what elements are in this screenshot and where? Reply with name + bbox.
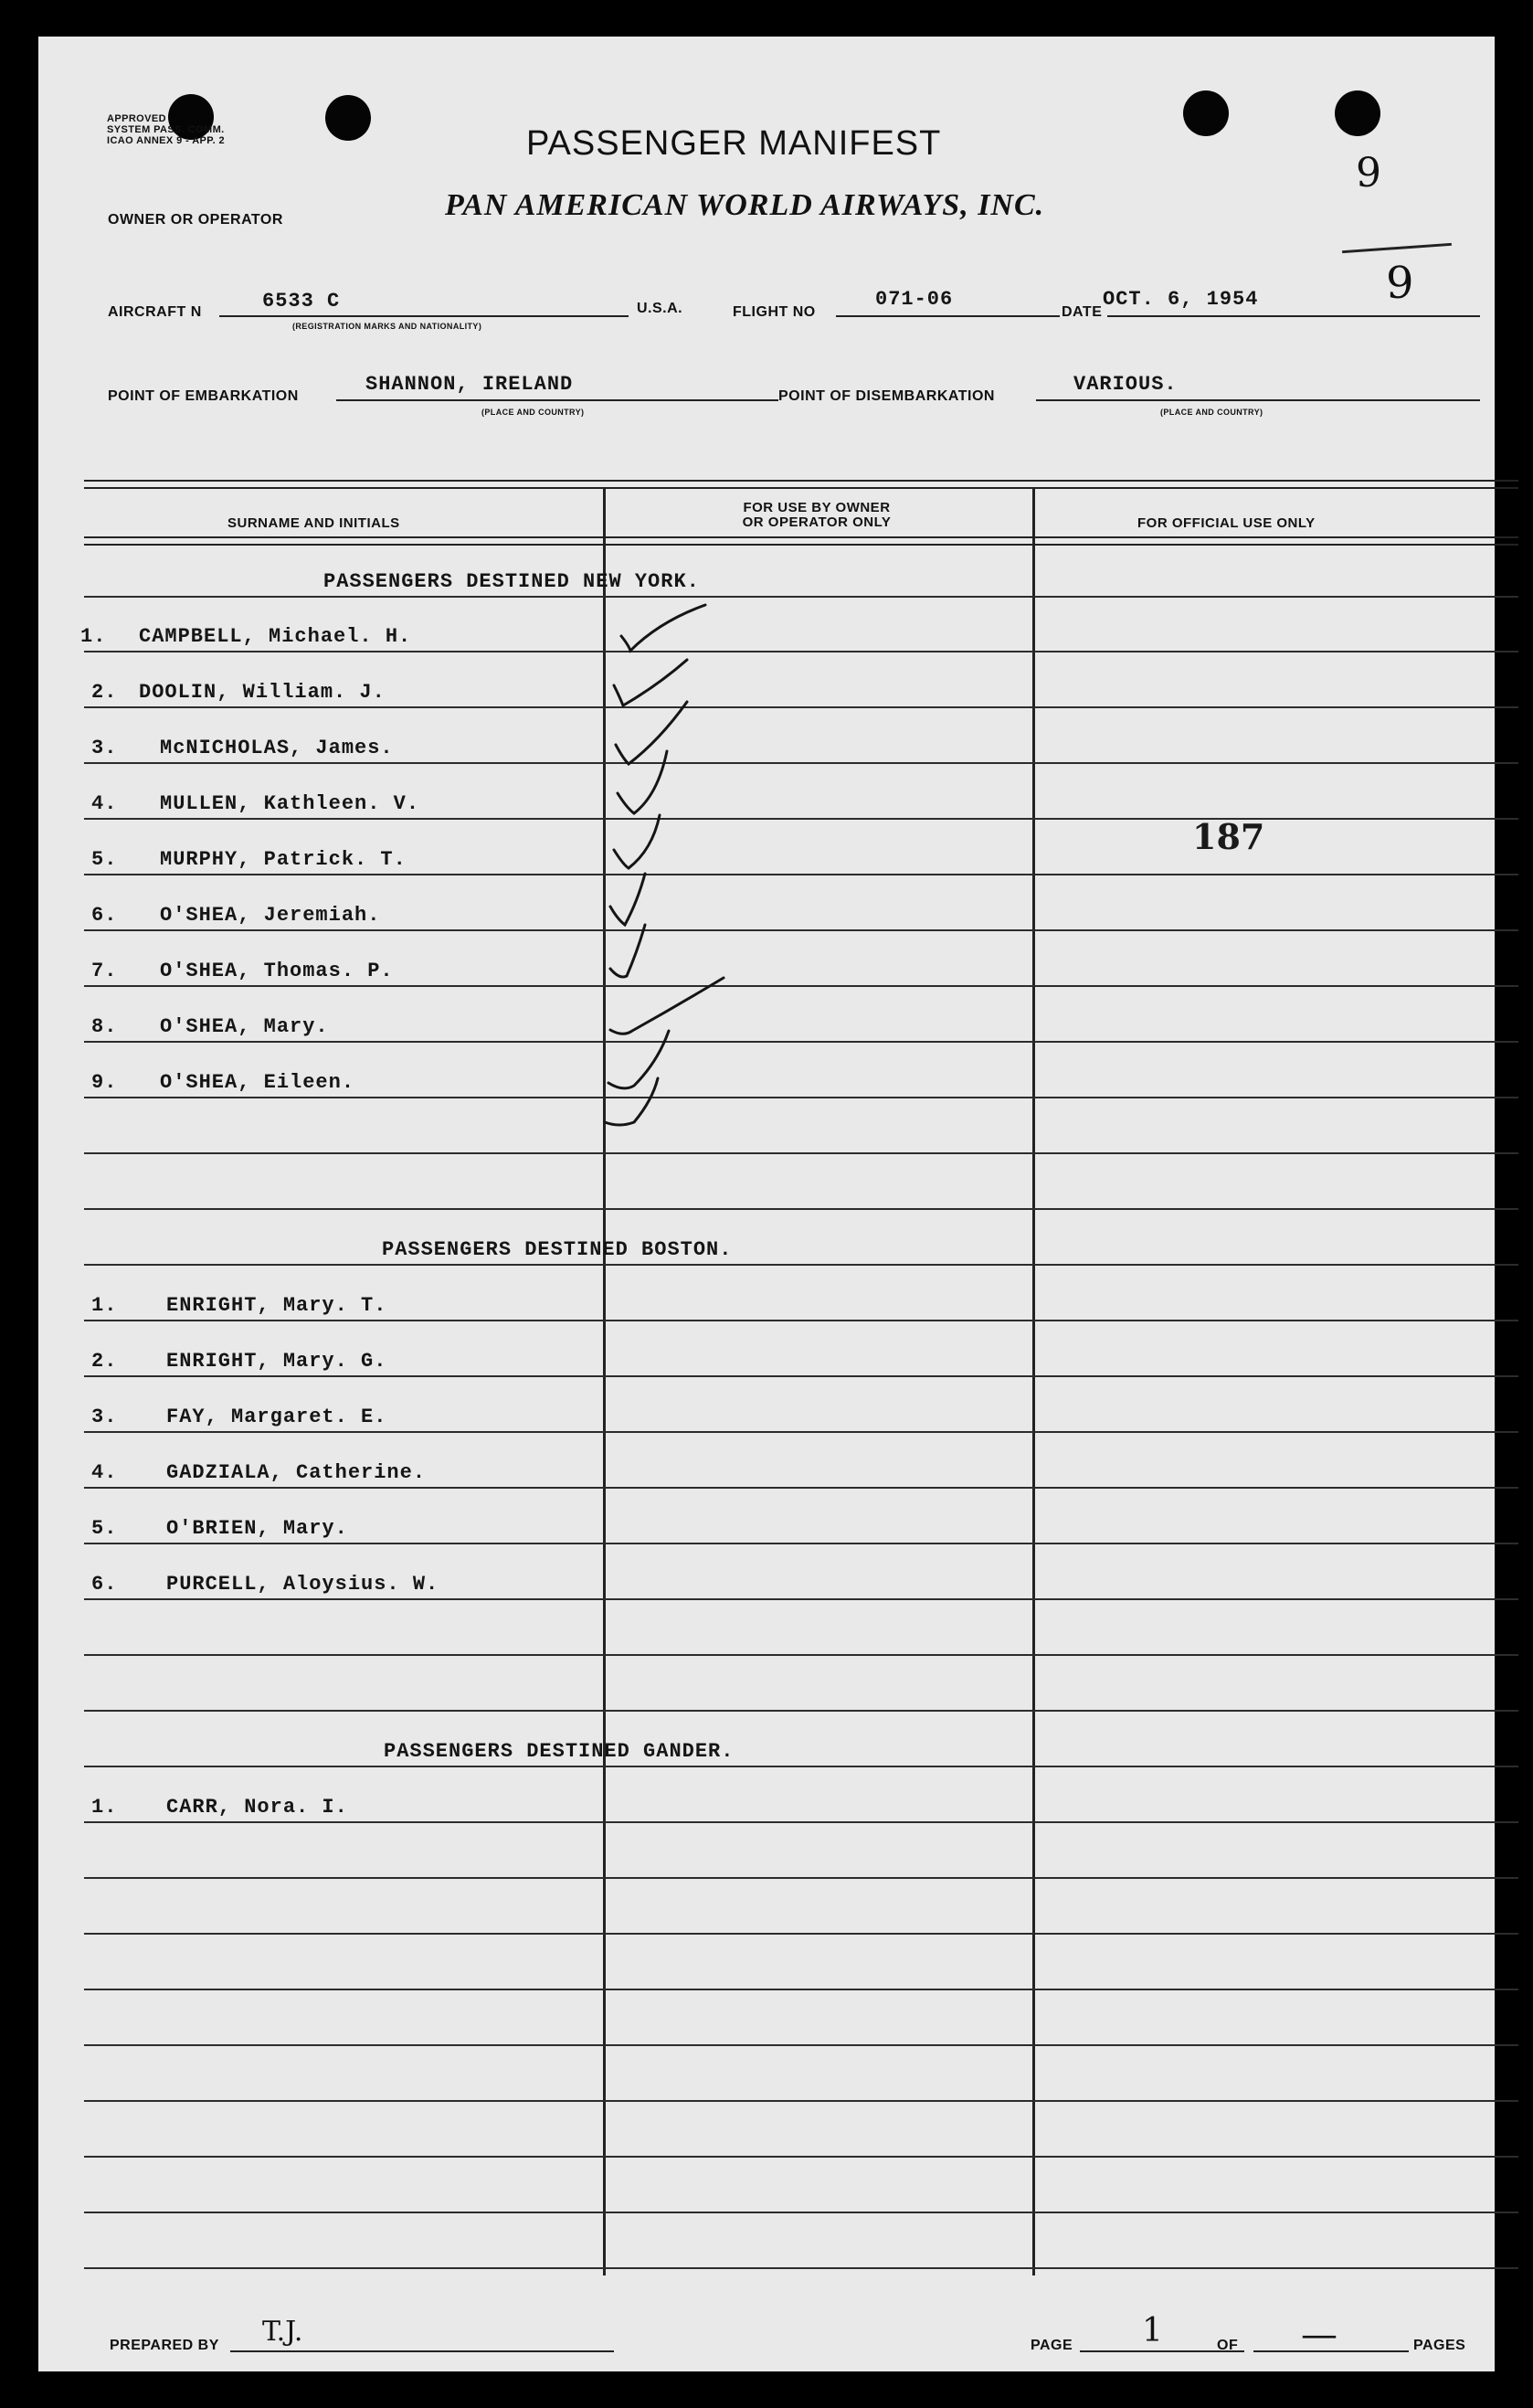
passenger-number: 7. bbox=[91, 960, 118, 982]
row-rule bbox=[84, 1821, 1518, 1823]
passenger-number: 1. bbox=[91, 1796, 118, 1819]
passenger-name: McNICHOLAS, James. bbox=[160, 737, 394, 759]
row-rule bbox=[84, 985, 1518, 987]
pages-label: PAGES bbox=[1413, 2338, 1466, 2353]
prepared-by-initials: T.J. bbox=[262, 2316, 303, 2348]
group-heading: PASSENGERS DESTINED NEW YORK. bbox=[323, 570, 700, 593]
manifest-sheet bbox=[38, 37, 1495, 2371]
row-rule bbox=[84, 1264, 1518, 1266]
passenger-number: 5. bbox=[91, 1517, 118, 1540]
embarkation-value: SHANNON, IRELAND bbox=[365, 373, 574, 396]
row-rule bbox=[84, 706, 1518, 708]
embarkation-sublabel: (PLACE AND COUNTRY) bbox=[481, 408, 585, 417]
row-rule bbox=[84, 762, 1518, 764]
group-heading: PASSENGERS DESTINED BOSTON. bbox=[382, 1238, 733, 1261]
passenger-number: 9. bbox=[91, 1071, 118, 1094]
row-rule bbox=[84, 1320, 1518, 1321]
date-underline bbox=[1107, 315, 1480, 317]
row-rule bbox=[84, 1543, 1518, 1544]
aircraft-underline bbox=[219, 315, 629, 317]
passenger-name: CARR, Nora. I. bbox=[166, 1796, 348, 1819]
row-rule bbox=[84, 1487, 1518, 1489]
passenger-name: FAY, Margaret. E. bbox=[166, 1406, 387, 1428]
passenger-name: O'SHEA, Jeremiah. bbox=[160, 904, 381, 927]
passenger-number: 3. bbox=[91, 737, 118, 759]
row-rule bbox=[84, 1431, 1518, 1433]
row-rule bbox=[84, 1598, 1518, 1600]
prepared-by-underline bbox=[230, 2350, 614, 2352]
passenger-number: 2. bbox=[91, 1350, 118, 1373]
row-rule bbox=[84, 874, 1518, 875]
disembarkation-value: VARIOUS. bbox=[1073, 373, 1178, 396]
corner-mark-bottom: 9 bbox=[1386, 258, 1414, 309]
total-pages: — bbox=[1301, 2314, 1337, 2356]
row-rule bbox=[84, 2100, 1518, 2102]
col-header-owner-use bbox=[725, 501, 908, 530]
row-rule bbox=[84, 1152, 1518, 1154]
embarkation-underline bbox=[336, 399, 778, 401]
group-heading: PASSENGERS DESTINED GANDER. bbox=[384, 1740, 735, 1763]
corner-mark-top: 9 bbox=[1356, 150, 1381, 196]
row-rule bbox=[84, 1375, 1518, 1377]
flight-value: 071-06 bbox=[875, 288, 954, 311]
row-rule bbox=[84, 1933, 1518, 1935]
row-rule bbox=[84, 1041, 1518, 1043]
row-rule bbox=[84, 929, 1518, 931]
passenger-number: 4. bbox=[91, 792, 118, 815]
check-mark bbox=[610, 978, 724, 1034]
aircraft-label: AIRCRAFT N bbox=[108, 304, 202, 320]
approval-line: ICAO ANNEX 9 - APP. 2 bbox=[107, 135, 226, 146]
passenger-name: O'SHEA, Thomas. P. bbox=[160, 960, 394, 982]
row-rule bbox=[84, 1097, 1518, 1098]
passenger-name: MURPHY, Patrick. T. bbox=[160, 848, 407, 871]
check-mark bbox=[621, 605, 705, 651]
passenger-number: 6. bbox=[91, 1573, 118, 1596]
row-rule bbox=[84, 651, 1518, 652]
prepared-by-label: PREPARED BY bbox=[110, 2338, 219, 2353]
approval-line: SYSTEM PASS. COMM. bbox=[107, 124, 225, 135]
table-top-rule bbox=[84, 480, 1518, 489]
passenger-name: O'BRIEN, Mary. bbox=[166, 1517, 348, 1540]
passenger-name: O'SHEA, Eileen. bbox=[160, 1071, 355, 1094]
passenger-number: 1. bbox=[91, 1294, 118, 1317]
passenger-number: 4. bbox=[91, 1461, 118, 1484]
disembarkation-underline bbox=[1036, 399, 1480, 401]
row-rule bbox=[84, 1654, 1518, 1656]
approval-block bbox=[107, 113, 225, 146]
disembarkation-label: POINT OF DISEMBARKATION bbox=[778, 388, 995, 404]
column-divider-2 bbox=[1032, 489, 1035, 2275]
row-rule bbox=[84, 1766, 1518, 1767]
check-mark bbox=[610, 874, 645, 925]
passenger-name: ENRIGHT, Mary. T. bbox=[166, 1294, 387, 1317]
passenger-name: CAMPBELL, Michael. H. bbox=[139, 625, 412, 648]
date-label: DATE bbox=[1062, 304, 1103, 320]
punch-hole-4 bbox=[1335, 90, 1380, 136]
airline-name: PAN AMERICAN WORLD AIRWAYS, INC. bbox=[445, 188, 1045, 222]
row-rule bbox=[84, 2044, 1518, 2046]
row-rule bbox=[84, 2267, 1518, 2269]
passenger-number: 1. bbox=[80, 625, 107, 648]
row-rule bbox=[84, 1710, 1518, 1712]
passenger-number: 2. bbox=[91, 681, 118, 704]
passenger-name: ENRIGHT, Mary. G. bbox=[166, 1350, 387, 1373]
check-mark bbox=[610, 925, 645, 977]
punch-hole-3 bbox=[1183, 90, 1229, 136]
row-rule bbox=[84, 1208, 1518, 1210]
passenger-number: 3. bbox=[91, 1406, 118, 1428]
aircraft-value: 6533 C bbox=[262, 290, 341, 313]
row-rule bbox=[84, 596, 1518, 598]
official-number: 187 bbox=[1192, 816, 1265, 857]
passenger-name: PURCELL, Aloysius. W. bbox=[166, 1573, 439, 1596]
passenger-number: 5. bbox=[91, 848, 118, 871]
col-header-owner-line2: OR OPERATOR ONLY bbox=[742, 514, 892, 530]
passenger-number: 6. bbox=[91, 904, 118, 927]
row-rule bbox=[84, 818, 1518, 820]
header-bottom-rule bbox=[84, 536, 1518, 546]
date-value: OCT. 6, 1954 bbox=[1103, 288, 1259, 311]
punch-hole-2 bbox=[325, 95, 371, 141]
passenger-name: GADZIALA, Catherine. bbox=[166, 1461, 427, 1484]
flight-label: FLIGHT NO bbox=[733, 304, 816, 320]
page-number: 1 bbox=[1142, 2312, 1163, 2350]
passenger-name: O'SHEA, Mary. bbox=[160, 1015, 329, 1038]
row-rule bbox=[84, 2212, 1518, 2213]
row-rule bbox=[84, 1989, 1518, 1990]
col-header-surname: SURNAME AND INITIALS bbox=[227, 515, 400, 531]
disembarkation-sublabel: (PLACE AND COUNTRY) bbox=[1160, 408, 1263, 417]
corner-fraction-line bbox=[1342, 243, 1452, 253]
owner-label: OWNER OR OPERATOR bbox=[108, 212, 283, 228]
of-label: OF bbox=[1217, 2338, 1239, 2353]
check-marks bbox=[550, 585, 751, 1151]
col-header-official-use: FOR OFFICIAL USE ONLY bbox=[1137, 515, 1316, 531]
page-title: PASSENGER MANIFEST bbox=[526, 124, 942, 163]
row-rule bbox=[84, 1877, 1518, 1879]
approval-line: APPROVED bbox=[107, 113, 166, 124]
aircraft-sublabel: (REGISTRATION MARKS AND NATIONALITY) bbox=[292, 322, 482, 331]
flight-underline bbox=[836, 315, 1060, 317]
passenger-name: DOOLIN, William. J. bbox=[139, 681, 386, 704]
embarkation-label: POINT OF EMBARKATION bbox=[108, 388, 299, 404]
check-mark bbox=[608, 1031, 669, 1088]
passenger-number: 8. bbox=[91, 1015, 118, 1038]
col-header-owner-line1: FOR USE BY OWNER bbox=[743, 500, 891, 515]
nationality: U.S.A. bbox=[637, 301, 683, 316]
check-mark bbox=[616, 702, 687, 764]
passenger-name: MULLEN, Kathleen. V. bbox=[160, 792, 420, 815]
page-label: PAGE bbox=[1031, 2338, 1073, 2353]
row-rule bbox=[84, 2156, 1518, 2158]
check-mark bbox=[614, 815, 660, 868]
check-mark bbox=[614, 660, 687, 705]
